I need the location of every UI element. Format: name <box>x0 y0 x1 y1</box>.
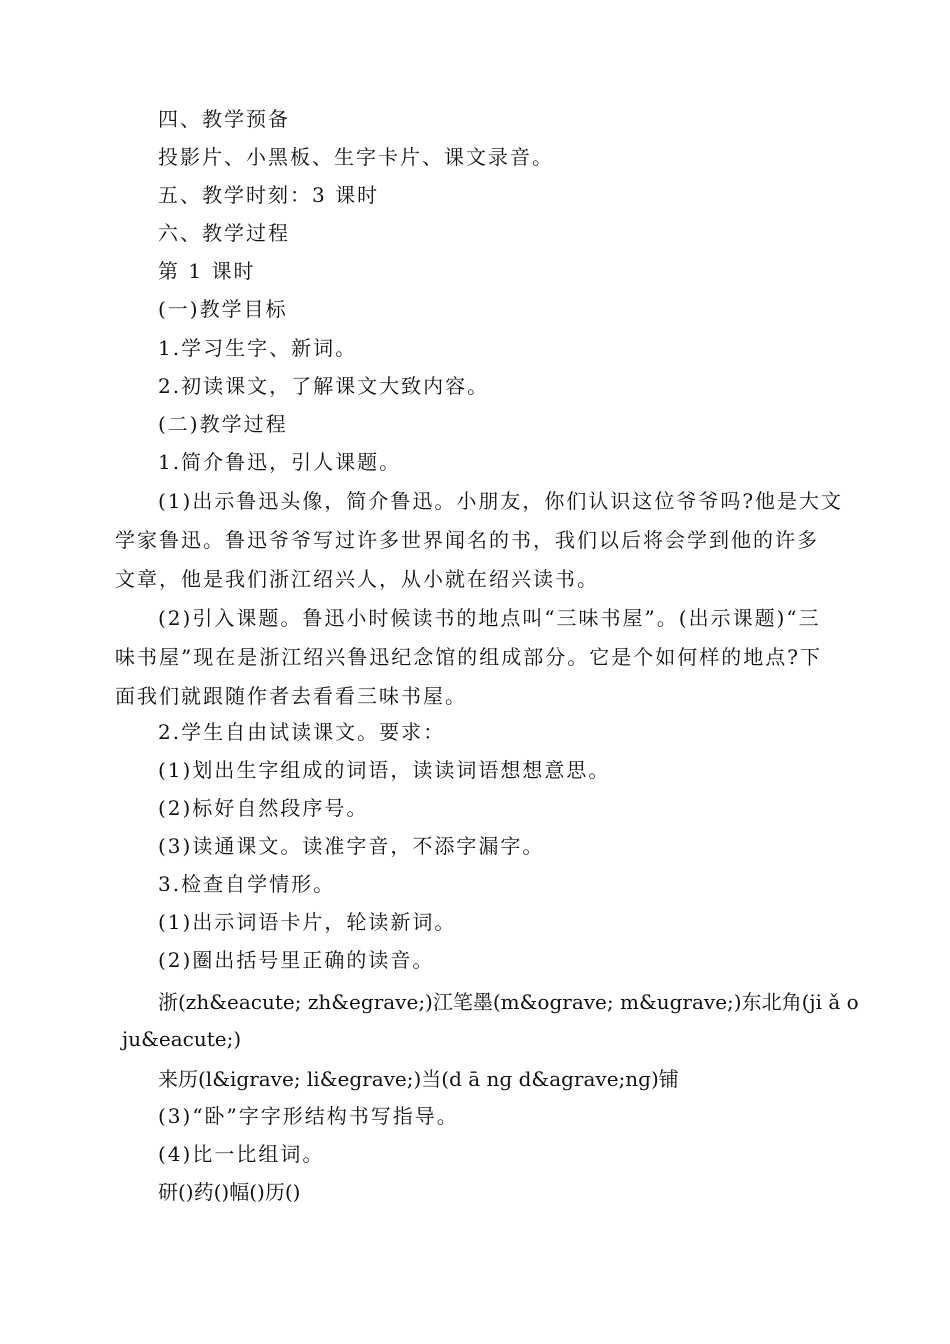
check-item-1: (1)出示词语卡片，轮读新词。 <box>158 910 457 934</box>
section-heading-preparation: 四、教学预备 <box>158 107 290 131</box>
compare-words-line: 研()药()幅()历() <box>158 1180 301 1204</box>
check-item-2: (2)圈出括号里正确的读音。 <box>158 948 435 972</box>
paragraph-intro-line-1: (1)出示鲁迅头像，简介鲁迅。小朋友，你们认识这位爷爷吗?他是大文 <box>158 489 844 513</box>
step-2-heading: 2.学生自由试读课文。要求： <box>158 720 446 744</box>
goal-item-1: 1.学习生字、新词。 <box>158 336 358 360</box>
paragraph-topic-line-3: 面我们就跟随作者去看看三味书屋。 <box>115 684 467 708</box>
paragraph-intro-line-3: 文章，他是我们浙江绍兴人，从小就在绍兴读书。 <box>115 567 599 591</box>
check-item-4: (4)比一比组词。 <box>158 1142 325 1166</box>
subheading-process: (二)教学过程 <box>158 412 288 436</box>
requirement-3: (3)读通课文。读准字音，不添字漏字。 <box>158 834 545 858</box>
requirement-1: (1)划出生字组成的词语，读读词语想想意思。 <box>158 758 611 782</box>
section-heading-duration: 五、教学时刻：3 课时 <box>158 183 380 207</box>
goal-item-2: 2.初读课文，了解课文大致内容。 <box>158 374 490 398</box>
step-1-heading: 1.简介鲁迅，引人课题。 <box>158 450 402 474</box>
pronunciation-line-3: 来历(l&igrave; li&egrave;)当(d ā nɡ d&agrave;nɡ)铺 <box>158 1067 679 1091</box>
paragraph-intro-line-2: 学家鲁迅。鲁迅爷爷写过许多世界闻名的书，我们以后将会学到他的许多 <box>115 528 819 552</box>
section-heading-process: 六、教学过程 <box>158 221 290 245</box>
lesson-title: 第 1 课时 <box>158 259 256 283</box>
subheading-goals: (一)教学目标 <box>158 297 288 321</box>
pronunciation-line-1: 浙(zh&eacute; zh&egrave;)江笔墨(m&ograve; m&ugrave;)东北角(ji ǎ o <box>158 990 859 1014</box>
paragraph-topic-line-1: (2)引入课题。鲁迅小时候读书的地点叫“三味书屋”。(出示课题)“三 <box>158 606 821 630</box>
check-item-3: (3)“卧”字字形结构书写指导。 <box>158 1104 459 1128</box>
paragraph-materials: 投影片、小黑板、生字卡片、课文录音。 <box>158 145 554 169</box>
pronunciation-line-2: ju&eacute;) <box>122 1027 242 1051</box>
paragraph-topic-line-2: 味书屋”现在是浙江绍兴鲁迅纪念馆的组成部分。它是个如何样的地点?下 <box>115 645 822 669</box>
step-3-heading: 3.检查自学情形。 <box>158 872 336 896</box>
requirement-2: (2)标好自然段序号。 <box>158 796 369 820</box>
